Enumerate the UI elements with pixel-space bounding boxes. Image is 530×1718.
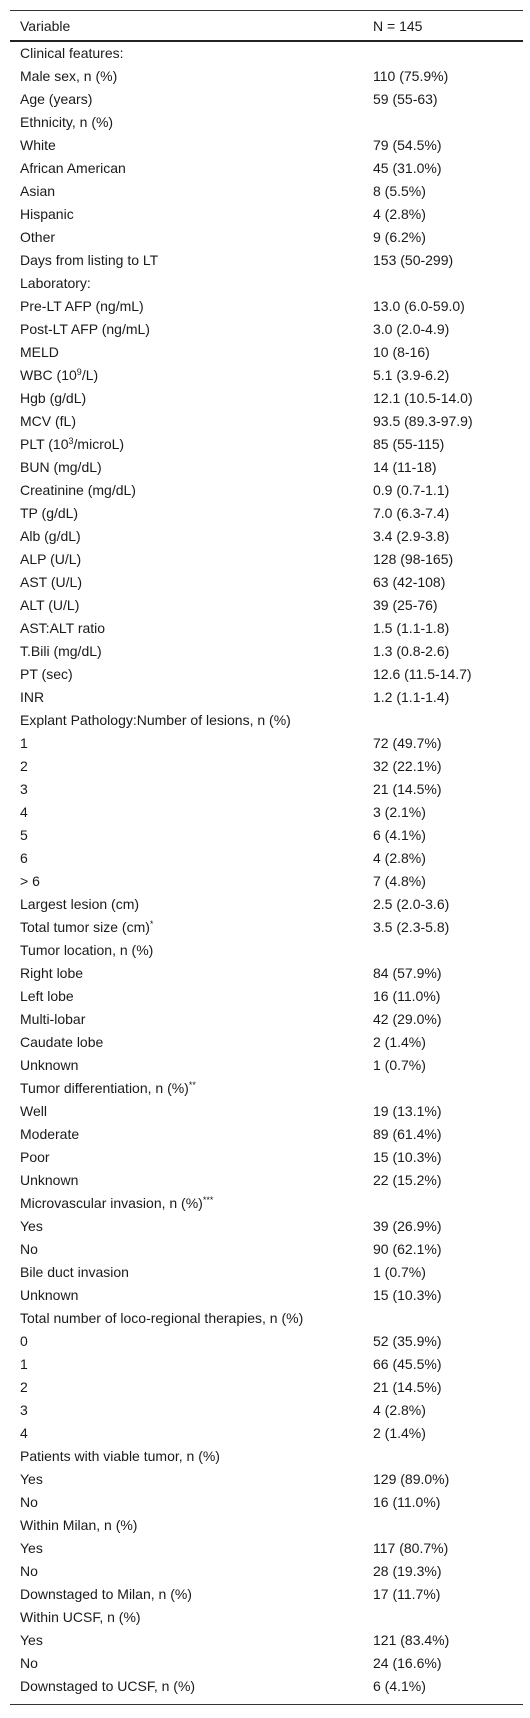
table-row [10, 1192, 523, 1215]
table-row [10, 525, 523, 548]
table-row [10, 456, 523, 479]
row-value: 7 (4.8%) [373, 873, 426, 889]
row-label [10, 985, 373, 1008]
row-label-suffix: /L) [81, 367, 99, 383]
row-label [10, 1606, 373, 1629]
row-value: 15 (10.3%) [373, 1287, 442, 1303]
row-label [10, 479, 373, 502]
row-label [10, 433, 373, 456]
table-row [10, 433, 523, 456]
row-label-text: Yes [20, 1471, 43, 1487]
row-label [10, 663, 373, 686]
row-value: 84 (57.9%) [373, 965, 442, 981]
row-label [10, 778, 373, 801]
row-value: 7.0 (6.3-7.4) [373, 505, 450, 521]
row-label [10, 617, 373, 640]
row-value: 63 (42-108) [373, 574, 446, 590]
row-label-text: Largest lesion (cm) [20, 896, 140, 912]
row-value: 42 (29.0%) [373, 1011, 442, 1027]
table-row [10, 88, 523, 111]
row-label [10, 1192, 373, 1215]
row-value: 28 (19.3%) [373, 1563, 442, 1579]
row-label [10, 1399, 373, 1422]
row-value: 0.9 (0.7-1.1) [373, 482, 450, 498]
row-value: 128 (98-165) [373, 551, 454, 567]
table-row [10, 916, 523, 939]
table-row [10, 1054, 523, 1077]
row-label-text: 2 [20, 758, 28, 774]
row-value: 45 (31.0%) [373, 160, 442, 176]
table-row [10, 732, 523, 755]
row-label-text: AST:ALT ratio [20, 620, 106, 636]
row-label [10, 732, 373, 755]
row-label [10, 180, 373, 203]
row-value: 79 (54.5%) [373, 137, 442, 153]
row-label-text: 5 [20, 827, 28, 843]
header-variable: Variable [20, 17, 71, 34]
table-row [10, 1238, 523, 1261]
row-label [10, 410, 373, 433]
table-row [10, 824, 523, 847]
table-row [10, 341, 523, 364]
row-label [10, 1054, 373, 1077]
table-row [10, 1491, 523, 1514]
row-label-superscript: 3 [68, 436, 74, 447]
table-row [10, 1100, 523, 1123]
row-value: 3.0 (2.0-4.9) [373, 321, 450, 337]
row-label-text: Laboratory: [20, 275, 91, 291]
row-label [10, 893, 373, 916]
table-row [10, 479, 523, 502]
row-label-text: Within UCSF, n (%) [20, 1609, 141, 1625]
row-value: 2.5 (2.0-3.6) [373, 896, 450, 912]
row-label-text: Creatinine (mg/dL) [20, 482, 136, 498]
row-value: 3 (2.1%) [373, 804, 426, 820]
table-row [10, 1514, 523, 1537]
row-label-text: Unknown [20, 1287, 79, 1303]
table-row [10, 778, 523, 801]
table-row [10, 1445, 523, 1468]
row-label-text: Downstaged to Milan, n (%) [20, 1586, 192, 1602]
table-row [10, 594, 523, 617]
row-label-text: Bile duct invasion [20, 1264, 129, 1280]
table-row [10, 1537, 523, 1560]
row-value: 6 (4.1%) [373, 1678, 426, 1694]
row-label-suffix: /microL) [73, 436, 125, 452]
table-row [10, 111, 523, 134]
table-row [10, 617, 523, 640]
row-value: 93.5 (89.3-97.9) [373, 413, 473, 429]
table-row [10, 640, 523, 663]
table-row [10, 42, 523, 65]
row-label [10, 1514, 373, 1537]
row-value: 16 (11.0%) [373, 1494, 441, 1510]
row-value: 2 (1.4%) [373, 1034, 426, 1050]
row-label-text: Patients with viable tumor, n (%) [20, 1448, 220, 1464]
table-row [10, 663, 523, 686]
row-label [10, 1629, 373, 1652]
table-row [10, 870, 523, 893]
row-label-text: Hgb (g/dL) [20, 390, 87, 406]
row-value: 1 (0.7%) [373, 1264, 426, 1280]
row-value: 1.2 (1.1-1.4) [373, 689, 450, 705]
row-value: 12.6 (11.5-14.7) [373, 666, 472, 682]
row-value: 121 (83.4%) [373, 1632, 450, 1648]
row-value: 4 (2.8%) [373, 850, 426, 866]
row-label [10, 1238, 373, 1261]
table-bottom-rule [10, 1698, 523, 1705]
row-label-text: Well [20, 1103, 47, 1119]
row-label-text: Post-LT AFP (ng/mL) [20, 321, 150, 337]
row-value: 2 (1.4%) [373, 1425, 426, 1441]
row-label [10, 272, 373, 295]
row-value: 39 (25-76) [373, 597, 438, 613]
row-label [10, 387, 373, 410]
row-label-text: Yes [20, 1218, 43, 1234]
table-row [10, 65, 523, 88]
row-label-superscript: 9 [76, 367, 82, 378]
row-label [10, 1284, 373, 1307]
table-header [10, 10, 523, 42]
table-row [10, 226, 523, 249]
row-value: 9 (6.2%) [373, 229, 426, 245]
row-label [10, 1169, 373, 1192]
row-value: 13.0 (6.0-59.0) [373, 298, 465, 314]
row-label-text: PLT (10 [20, 436, 69, 452]
row-label [10, 157, 373, 180]
row-value: 89 (61.4%) [373, 1126, 442, 1142]
row-label-text: Within Milan, n (%) [20, 1517, 138, 1533]
row-value: 153 (50-299) [373, 252, 454, 268]
row-value: 66 (45.5%) [373, 1356, 442, 1372]
table-row [10, 1123, 523, 1146]
row-value: 10 (8-16) [373, 344, 430, 360]
table-row [10, 502, 523, 525]
row-label [10, 916, 373, 939]
row-label-text: 3 [20, 781, 28, 797]
row-label [10, 709, 373, 732]
table-row [10, 1606, 523, 1629]
row-label [10, 1468, 373, 1491]
row-label [10, 1008, 373, 1031]
table-row [10, 272, 523, 295]
row-value: 21 (14.5%) [373, 1379, 442, 1395]
row-value: 24 (16.6%) [373, 1655, 442, 1671]
row-label-text: White [20, 137, 56, 153]
table-row [10, 1307, 523, 1330]
row-value: 16 (11.0%) [373, 988, 441, 1004]
table-row [10, 1284, 523, 1307]
row-value: 3.5 (2.3-5.8) [373, 919, 450, 935]
row-label [10, 42, 373, 65]
row-value: 32 (22.1%) [373, 758, 442, 774]
row-label [10, 1077, 373, 1100]
row-label [10, 1100, 373, 1123]
row-label-text: > 6 [20, 873, 40, 889]
row-label-text: WBC (10 [20, 367, 77, 383]
row-label-text: Yes [20, 1540, 43, 1556]
row-label [10, 1261, 373, 1284]
table-row [10, 364, 523, 387]
row-value: 52 (35.9%) [373, 1333, 442, 1349]
row-label-text: Multi-lobar [20, 1011, 86, 1027]
table-row [10, 1560, 523, 1583]
table-row [10, 801, 523, 824]
row-value: 117 (80.7%) [373, 1540, 449, 1556]
row-label [10, 65, 373, 88]
row-label [10, 962, 373, 985]
table-body [10, 42, 523, 1698]
table-row [10, 1146, 523, 1169]
table-row [10, 985, 523, 1008]
table-row [10, 962, 523, 985]
row-label [10, 1376, 373, 1399]
row-label-text: Asian [20, 183, 56, 199]
table-row [10, 249, 523, 272]
row-label [10, 548, 373, 571]
table-row [10, 548, 523, 571]
table-row [10, 893, 523, 916]
table-row [10, 318, 523, 341]
row-label-text: Moderate [20, 1126, 80, 1142]
row-label [10, 341, 373, 364]
row-value: 129 (89.0%) [373, 1471, 450, 1487]
row-label [10, 594, 373, 617]
row-value: 3.4 (2.9-3.8) [373, 528, 450, 544]
row-label-text: Microvascular invasion, n (%) [20, 1195, 203, 1211]
row-value: 59 (55-63) [373, 91, 438, 107]
row-label [10, 1307, 373, 1330]
row-label [10, 1123, 373, 1146]
row-value: 17 (11.7%) [373, 1586, 441, 1602]
row-label-text: Unknown [20, 1057, 79, 1073]
row-label-text: Left lobe [20, 988, 74, 1004]
row-value: 6 (4.1%) [373, 827, 426, 843]
row-label-text: 1 [20, 735, 28, 751]
row-label-text: 2 [20, 1379, 28, 1395]
row-value: 8 (5.5%) [373, 183, 426, 199]
row-value: 90 (62.1%) [373, 1241, 442, 1257]
row-label [10, 1215, 373, 1238]
row-label-text: MCV (fL) [20, 413, 76, 429]
row-label-text: Male sex, n (%) [20, 68, 118, 84]
row-label [10, 1031, 373, 1054]
table-row [10, 1330, 523, 1353]
row-label-text: African American [20, 160, 126, 176]
row-label [10, 939, 373, 962]
row-label-text: Age (years) [20, 91, 93, 107]
table-row [10, 847, 523, 870]
row-label-text: ALT (U/L) [20, 597, 80, 613]
row-label-text: 0 [20, 1333, 28, 1349]
row-label-text: Right lobe [20, 965, 84, 981]
row-label-text: Clinical features: [20, 45, 124, 61]
table-row [10, 1077, 523, 1100]
row-value: 4 (2.8%) [373, 206, 426, 222]
row-label [10, 525, 373, 548]
row-value: 85 (55-115) [373, 436, 445, 452]
row-label [10, 870, 373, 893]
row-label [10, 571, 373, 594]
row-label-text: 3 [20, 1402, 28, 1418]
row-label-text: TP (g/dL) [20, 505, 79, 521]
table-row [10, 180, 523, 203]
row-label-text: Hispanic [20, 206, 74, 222]
row-label [10, 1353, 373, 1376]
row-label [10, 1537, 373, 1560]
table-row [10, 1675, 523, 1698]
row-label [10, 249, 373, 272]
row-value: 14 (11-18) [373, 459, 437, 475]
row-label-text: Unknown [20, 1172, 79, 1188]
table-row [10, 755, 523, 778]
table-row [10, 709, 523, 732]
row-label-text: PT (sec) [20, 666, 73, 682]
row-value: 1 (0.7%) [373, 1057, 426, 1073]
table-row [10, 1422, 523, 1445]
row-label-text: 1 [20, 1356, 28, 1372]
table-row [10, 203, 523, 226]
table-row [10, 1376, 523, 1399]
row-label-text: BUN (mg/dL) [20, 459, 102, 475]
row-label-superscript: ** [188, 1080, 196, 1091]
row-label-text: Tumor differentiation, n (%) [20, 1080, 189, 1096]
table-row [10, 1353, 523, 1376]
row-label [10, 1491, 373, 1514]
row-label-text: Tumor location, n (%) [20, 942, 154, 958]
row-label [10, 640, 373, 663]
row-label-text: ALP (U/L) [20, 551, 82, 567]
row-value: 1.3 (0.8-2.6) [373, 643, 450, 659]
row-label-text: T.Bili (mg/dL) [20, 643, 102, 659]
row-label-text: No [20, 1655, 38, 1671]
row-label-superscript: * [149, 919, 154, 930]
row-value: 4 (2.8%) [373, 1402, 426, 1418]
row-label [10, 295, 373, 318]
row-label-text: No [20, 1241, 38, 1257]
table-row [10, 571, 523, 594]
row-label [10, 88, 373, 111]
row-label [10, 1675, 373, 1698]
row-label [10, 824, 373, 847]
row-value: 72 (49.7%) [373, 735, 442, 751]
table-row [10, 1169, 523, 1192]
row-label [10, 1652, 373, 1675]
row-label [10, 755, 373, 778]
row-label [10, 1583, 373, 1606]
row-value: 5.1 (3.9-6.2) [373, 367, 450, 383]
row-label-text: Ethnicity, n (%) [20, 114, 114, 130]
row-value: 19 (13.1%) [373, 1103, 442, 1119]
row-label-text: AST (U/L) [20, 574, 82, 590]
row-label-text: Days from listing to LT [20, 252, 159, 268]
row-label [10, 1330, 373, 1353]
row-label [10, 134, 373, 157]
row-label [10, 502, 373, 525]
row-label [10, 1146, 373, 1169]
row-label-text: 4 [20, 804, 28, 820]
row-label-text: Total tumor size (cm) [20, 919, 150, 935]
table-row [10, 410, 523, 433]
table-row [10, 939, 523, 962]
row-label-superscript: *** [202, 1195, 214, 1206]
table-row [10, 1399, 523, 1422]
row-value: 110 (75.9%) [373, 68, 449, 84]
row-label-text: Caudate lobe [20, 1034, 104, 1050]
row-label [10, 456, 373, 479]
table-row [10, 1583, 523, 1606]
row-label-text: Explant Pathology:Number of lesions, n (%) [20, 712, 291, 728]
row-label-text: No [20, 1563, 38, 1579]
row-label-text: INR [20, 689, 45, 705]
row-value: 1.5 (1.1-1.8) [373, 620, 450, 636]
row-label [10, 1445, 373, 1468]
row-label-text: Total number of loco-regional therapies, n (%) [20, 1310, 304, 1326]
row-label-text: 6 [20, 850, 28, 866]
table-row [10, 1008, 523, 1031]
row-label [10, 1560, 373, 1583]
table-row [10, 387, 523, 410]
row-label-text: 4 [20, 1425, 28, 1441]
row-label-text: MELD [20, 344, 59, 360]
row-label [10, 686, 373, 709]
table-row [10, 1261, 523, 1284]
row-label [10, 226, 373, 249]
row-label-text: Pre-LT AFP (ng/mL) [20, 298, 144, 314]
row-value: 39 (26.9%) [373, 1218, 442, 1234]
table-row [10, 1652, 523, 1675]
table-row [10, 157, 523, 180]
characteristics-table [10, 10, 523, 1705]
row-label [10, 318, 373, 341]
table-row [10, 295, 523, 318]
table-row [10, 1468, 523, 1491]
row-label-text: Yes [20, 1632, 43, 1648]
row-label-text: Other [20, 229, 56, 245]
row-value: 22 (15.2%) [373, 1172, 442, 1188]
table-row [10, 1031, 523, 1054]
row-label [10, 1422, 373, 1445]
row-label [10, 203, 373, 226]
table-row [10, 134, 523, 157]
table-row [10, 1629, 523, 1652]
row-value: 12.1 (10.5-14.0) [373, 390, 473, 406]
row-label-text: Downstaged to UCSF, n (%) [20, 1678, 196, 1694]
row-label [10, 111, 373, 134]
header-n: N = 145 [373, 17, 423, 34]
row-label [10, 364, 373, 387]
table-row [10, 686, 523, 709]
row-label [10, 847, 373, 870]
row-label-text: Alb (g/dL) [20, 528, 81, 544]
row-label [10, 801, 373, 824]
row-label-text: Poor [20, 1149, 50, 1165]
row-value: 15 (10.3%) [373, 1149, 442, 1165]
row-value: 21 (14.5%) [373, 781, 442, 797]
row-label-text: No [20, 1494, 38, 1510]
table-row [10, 1215, 523, 1238]
